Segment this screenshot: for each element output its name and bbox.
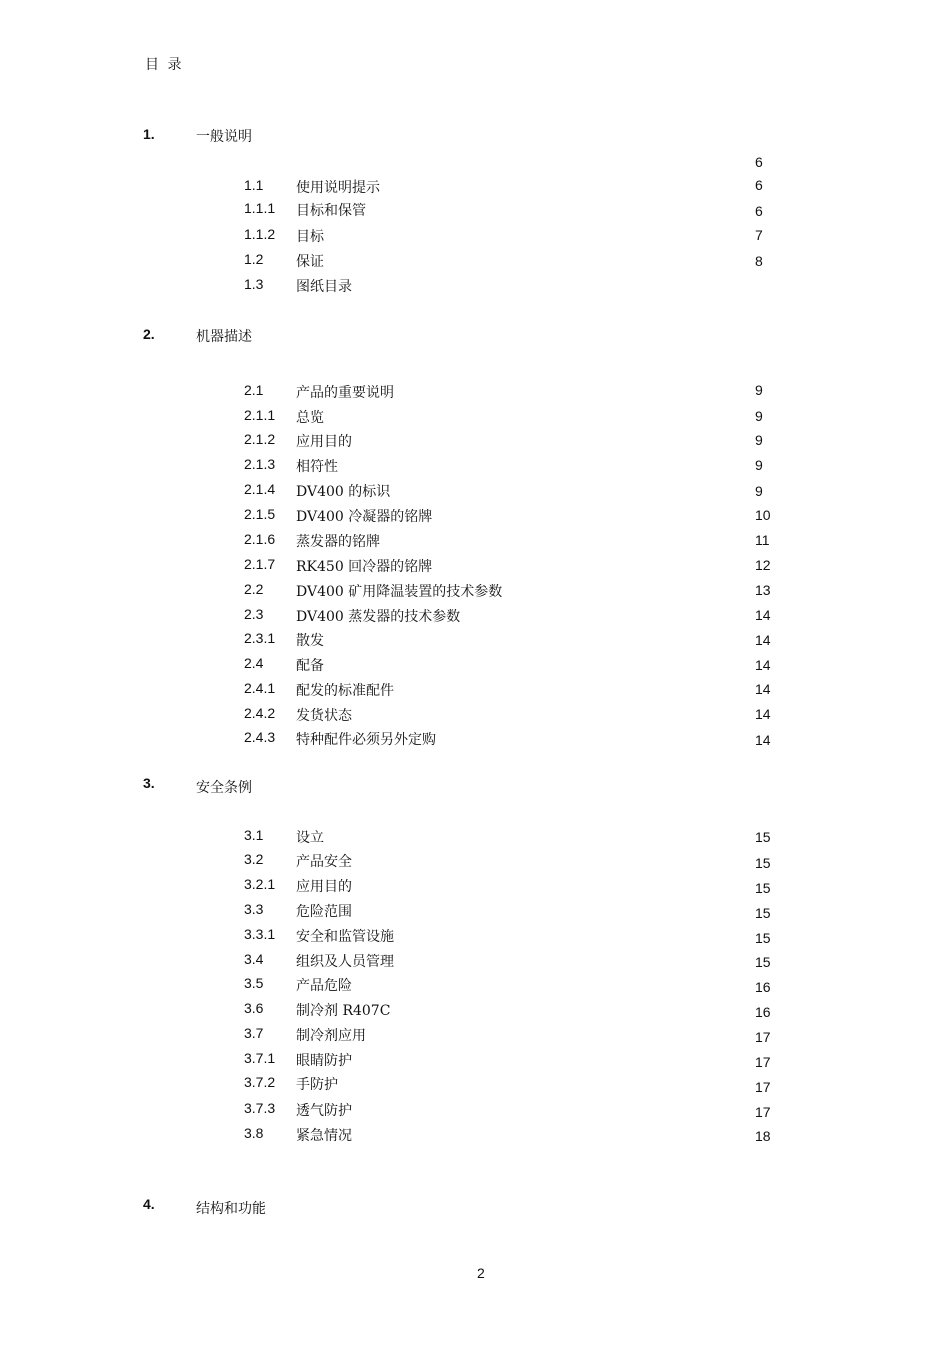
toc-entry-title: 配备: [296, 658, 324, 674]
toc-entry-title: 眼睛防护: [296, 1053, 352, 1069]
toc-entry-page: 16: [755, 1004, 771, 1020]
toc-entry-number: 2.3: [244, 606, 264, 622]
toc-entry-title: DV400 矿用降温装置的技术参数: [296, 584, 503, 600]
toc-entry-page: 17: [755, 1054, 771, 1070]
toc-entry-title: 手防护: [296, 1077, 338, 1093]
toc-entry-page: 14: [755, 706, 771, 722]
toc-entry-number: 2.1.7: [244, 556, 276, 572]
toc-entry-number: 3.8: [244, 1125, 264, 1141]
toc-entry-page: 8: [755, 253, 763, 269]
toc-entry-title: 图纸目录: [296, 279, 352, 295]
toc-entry-title: 特种配件必须另外定购: [296, 732, 436, 748]
toc-entry-page: 14: [755, 657, 771, 673]
toc-entry-title: 蒸发器的铭牌: [296, 534, 380, 550]
section-2-number: 2.: [143, 326, 155, 342]
toc-entry-page: 9: [755, 382, 763, 398]
toc-entry-page: 10: [755, 507, 771, 523]
toc-entry-title: 总览: [296, 410, 324, 426]
toc-entry-page: 14: [755, 681, 771, 697]
toc-entry-page: 15: [755, 855, 771, 871]
toc-entry-number: 3.6: [244, 1000, 264, 1016]
toc-entry-title: 散发: [296, 633, 324, 649]
toc-entry-number: 2.1.2: [244, 431, 276, 447]
toc-entry-page: 9: [755, 457, 763, 473]
toc-entry-title: 紧急情况: [296, 1128, 352, 1144]
toc-entry-number: 2.1.3: [244, 456, 276, 472]
toc-entry-number: 3.7: [244, 1025, 264, 1041]
toc-entry-number: 3.7.2: [244, 1074, 276, 1090]
toc-entry-page: 17: [755, 1029, 771, 1045]
toc-entry-title: 危险范围: [296, 904, 352, 920]
toc-entry-number: 3.3.1: [244, 926, 276, 942]
toc-entry-title: 透气防护: [296, 1103, 352, 1119]
toc-entry-page: 15: [755, 880, 771, 896]
toc-entry-page: 18: [755, 1128, 771, 1144]
toc-entry-page: 14: [755, 607, 771, 623]
toc-entry-number: 2.2: [244, 581, 264, 597]
toc-entry-page: 13: [755, 582, 771, 598]
toc-entry-number: 2.1.4: [244, 481, 276, 497]
toc-entry-number: 2.4: [244, 655, 264, 671]
toc-entry-title: DV400 冷凝器的铭牌: [296, 509, 433, 525]
section-1-number: 1.: [143, 126, 155, 142]
toc-entry-title: 发货状态: [296, 708, 352, 724]
section-3-title: 安全条例: [196, 780, 252, 796]
toc-entry-title: 产品安全: [296, 854, 352, 870]
toc-entry-title: 目标: [296, 229, 324, 245]
toc-entry-title: DV400 的标识: [296, 484, 391, 500]
toc-entry-title: DV400 蒸发器的技术参数: [296, 609, 461, 625]
toc-entry-title: 产品的重要说明: [296, 385, 394, 401]
toc-title: 目 录: [145, 57, 184, 73]
toc-entry-title: 产品危险: [296, 978, 352, 994]
toc-entry-page: 11: [755, 532, 770, 548]
toc-entry-page: 6: [755, 177, 763, 193]
section-2-title: 机器描述: [196, 329, 252, 345]
toc-entry-number: 1.2: [244, 251, 264, 267]
toc-entry-number: 3.7.1: [244, 1050, 276, 1066]
toc-entry-page: 9: [755, 408, 763, 424]
toc-entry-number: 2.1.1: [244, 407, 276, 423]
toc-entry-title: 应用目的: [296, 434, 352, 450]
toc-entry-number: 3.1: [244, 827, 264, 843]
toc-entry-page: 9: [755, 432, 763, 448]
toc-entry-title: 使用说明提示: [296, 180, 380, 196]
toc-entry-number: 2.4.3: [244, 729, 276, 745]
toc-entry-number: 2.3.1: [244, 630, 276, 646]
section-4-number: 4.: [143, 1196, 155, 1212]
toc-entry-number: 3.7.3: [244, 1100, 276, 1116]
toc-entry-number: 3.3: [244, 901, 264, 917]
toc-entry-title: 组织及人员管理: [296, 954, 394, 970]
toc-entry-page: 14: [755, 632, 771, 648]
toc-entry-title: 制冷剂 R407C: [296, 1003, 391, 1019]
toc-entry-title: 设立: [296, 830, 324, 846]
toc-page-number: 6: [755, 154, 763, 170]
toc-entry-title: 保证: [296, 254, 324, 270]
toc-entry-number: 3.2.1: [244, 876, 276, 892]
toc-entry-number: 2.1.5: [244, 506, 276, 522]
toc-entry-number: 3.2: [244, 851, 264, 867]
toc-entry-page: 7: [755, 227, 763, 243]
page-number: 2: [477, 1265, 485, 1281]
toc-entry-title: 目标和保管: [296, 203, 366, 219]
section-1-title: 一般说明: [196, 129, 252, 145]
toc-entry-page: 15: [755, 954, 771, 970]
toc-entry-page: 9: [755, 483, 763, 499]
toc-entry-title: 配发的标准配件: [296, 683, 394, 699]
toc-entry-number: 2.4.2: [244, 705, 276, 721]
toc-entry-number: 1.1.1: [244, 200, 276, 216]
toc-entry-page: 17: [755, 1079, 771, 1095]
toc-entry-title: 应用目的: [296, 879, 352, 895]
toc-entry-page: 14: [755, 732, 771, 748]
toc-entry-number: 2.1.6: [244, 531, 276, 547]
toc-entry-number: 1.3: [244, 276, 264, 292]
toc-entry-title: 制冷剂应用: [296, 1028, 366, 1044]
section-4-title: 结构和功能: [196, 1201, 266, 1217]
toc-entry-page: 17: [755, 1104, 771, 1120]
toc-entry-number: 1.1: [244, 177, 264, 193]
toc-entry-page: 15: [755, 905, 771, 921]
toc-entry-title: 安全和监管设施: [296, 929, 394, 945]
toc-entry-title: 相符性: [296, 459, 338, 475]
toc-entry-page: 16: [755, 979, 771, 995]
toc-entry-page: 12: [755, 557, 771, 573]
toc-entry-title: RK450 回冷器的铭牌: [296, 559, 433, 575]
toc-entry-page: 6: [755, 203, 763, 219]
section-3-number: 3.: [143, 775, 155, 791]
toc-entry-page: 15: [755, 930, 771, 946]
toc-entry-number: 3.4: [244, 951, 264, 967]
toc-entry-number: 1.1.2: [244, 226, 276, 242]
toc-entry-number: 2.4.1: [244, 680, 276, 696]
toc-entry-number: 2.1: [244, 382, 264, 398]
toc-entry-page: 15: [755, 829, 771, 845]
toc-entry-number: 3.5: [244, 975, 264, 991]
